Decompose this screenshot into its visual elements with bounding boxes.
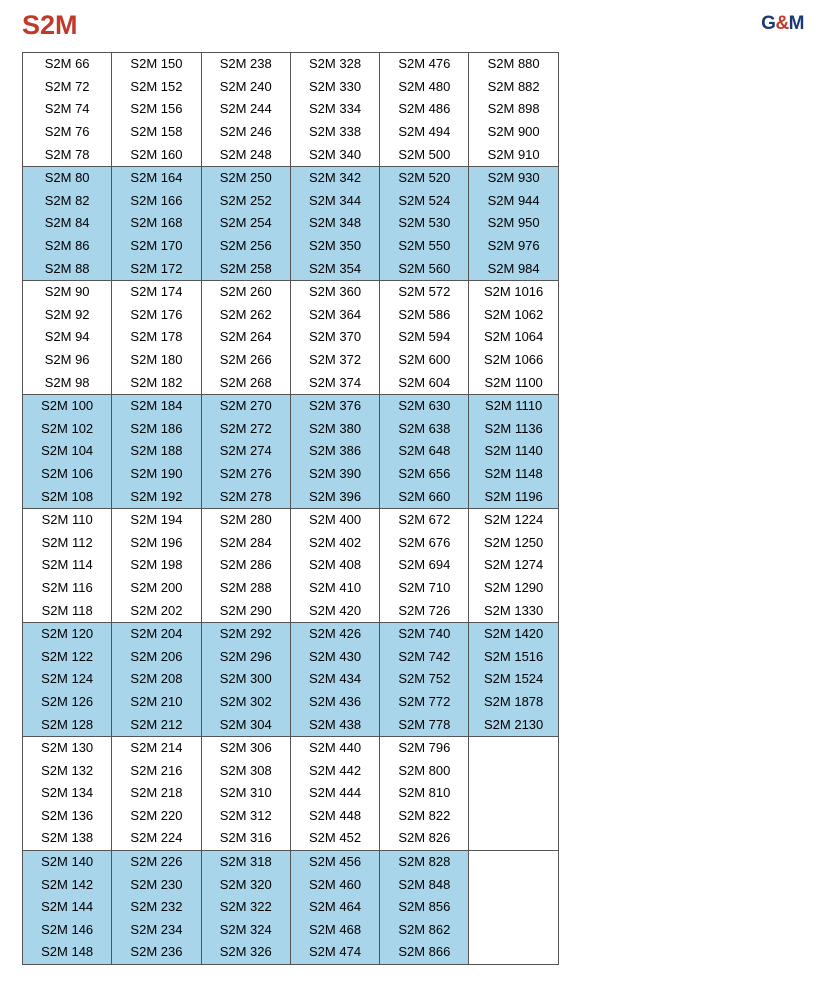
part-number-cell: S2M 76: [23, 121, 112, 144]
logo-ampersand: &: [775, 13, 789, 34]
part-number-cell: S2M 676: [380, 531, 469, 554]
part-number-cell: S2M 1066: [469, 349, 558, 372]
empty-cell: [469, 941, 558, 964]
part-number-cell: S2M 306: [201, 736, 290, 759]
part-number-cell: S2M 360: [290, 280, 379, 303]
table-row: [23, 782, 559, 805]
part-number-cell: S2M 1420: [469, 622, 558, 645]
part-number-cell: S2M 318: [201, 850, 290, 873]
part-number-cell: S2M 260: [201, 280, 290, 303]
empty-cell: [469, 805, 558, 828]
part-number-cell: S2M 772: [380, 691, 469, 714]
empty-cell: [469, 759, 558, 782]
part-number-cell: S2M 296: [201, 645, 290, 668]
part-number-cell: S2M 338: [290, 121, 379, 144]
empty-cell: [469, 919, 558, 942]
part-number-cell: S2M 84: [23, 212, 112, 235]
part-number-cell: S2M 1100: [469, 371, 558, 394]
part-number-cell: S2M 96: [23, 349, 112, 372]
part-number-cell: S2M 882: [469, 76, 558, 99]
part-number-cell: S2M 456: [290, 850, 379, 873]
part-number-cell: S2M 604: [380, 371, 469, 394]
part-number-cell: S2M 180: [112, 349, 201, 372]
table-row: [23, 485, 559, 508]
part-number-cell: S2M 244: [201, 98, 290, 121]
part-number-cell: S2M 400: [290, 508, 379, 531]
part-number-cell: S2M 930: [469, 166, 558, 189]
part-number-cell: S2M 364: [290, 304, 379, 327]
part-number-cell: S2M 86: [23, 235, 112, 258]
part-number-cell: S2M 78: [23, 143, 112, 166]
part-number-cell: S2M 216: [112, 759, 201, 782]
part-number-cell: S2M 128: [23, 713, 112, 736]
page-title: S2M: [22, 9, 78, 40]
part-number-cell: S2M 226: [112, 850, 201, 873]
document-header: [0, 0, 826, 44]
part-number-cell: S2M 232: [112, 896, 201, 919]
part-number-cell: S2M 208: [112, 668, 201, 691]
part-number-cell: S2M 330: [290, 76, 379, 99]
part-number-cell: S2M 256: [201, 235, 290, 258]
part-number-cell: S2M 326: [201, 941, 290, 964]
part-number-cell: S2M 342: [290, 166, 379, 189]
part-number-cell: S2M 474: [290, 941, 379, 964]
table-row: [23, 736, 559, 759]
table-row: [23, 805, 559, 828]
part-number-cell: S2M 110: [23, 508, 112, 531]
part-number-cell: S2M 280: [201, 508, 290, 531]
part-number-cell: S2M 152: [112, 76, 201, 99]
part-number-cell: S2M 520: [380, 166, 469, 189]
part-number-cell: S2M 188: [112, 440, 201, 463]
part-number-cell: S2M 200: [112, 577, 201, 600]
part-number-cell: S2M 486: [380, 98, 469, 121]
part-number-cell: S2M 302: [201, 691, 290, 714]
part-number-cell: S2M 132: [23, 759, 112, 782]
part-number-cell: S2M 950: [469, 212, 558, 235]
part-number-cell: S2M 1516: [469, 645, 558, 668]
part-number-cell: S2M 292: [201, 622, 290, 645]
part-number-cell: S2M 1524: [469, 668, 558, 691]
table-row: [23, 440, 559, 463]
table-row: [23, 304, 559, 327]
part-number-cell: S2M 1196: [469, 485, 558, 508]
part-number-cell: S2M 258: [201, 257, 290, 280]
empty-cell: [469, 873, 558, 896]
part-number-cell: S2M 74: [23, 98, 112, 121]
part-number-cell: S2M 350: [290, 235, 379, 258]
part-number-cell: S2M 726: [380, 599, 469, 622]
part-number-cell: S2M 182: [112, 371, 201, 394]
part-number-cell: S2M 170: [112, 235, 201, 258]
part-number-cell: S2M 98: [23, 371, 112, 394]
table-row: [23, 919, 559, 942]
part-number-cell: S2M 638: [380, 418, 469, 441]
table-row: [23, 212, 559, 235]
part-number-cell: S2M 146: [23, 919, 112, 942]
part-number-cell: S2M 100: [23, 394, 112, 417]
part-number-cell: S2M 372: [290, 349, 379, 372]
part-number-cell: S2M 586: [380, 304, 469, 327]
part-number-cell: S2M 402: [290, 531, 379, 554]
part-number-cell: S2M 910: [469, 143, 558, 166]
part-number-cell: S2M 648: [380, 440, 469, 463]
part-number-cell: S2M 112: [23, 531, 112, 554]
part-number-cell: S2M 126: [23, 691, 112, 714]
part-number-cell: S2M 194: [112, 508, 201, 531]
part-number-cell: S2M 148: [23, 941, 112, 964]
part-number-cell: S2M 444: [290, 782, 379, 805]
part-number-cell: S2M 144: [23, 896, 112, 919]
part-number-cell: S2M 136: [23, 805, 112, 828]
part-number-cell: S2M 354: [290, 257, 379, 280]
part-number-cell: S2M 252: [201, 190, 290, 213]
part-number-cell: S2M 178: [112, 326, 201, 349]
part-number-cell: S2M 304: [201, 713, 290, 736]
part-number-cell: S2M 344: [290, 190, 379, 213]
part-number-cell: S2M 236: [112, 941, 201, 964]
part-number-cell: S2M 434: [290, 668, 379, 691]
part-number-cell: S2M 120: [23, 622, 112, 645]
table-row: [23, 622, 559, 645]
part-number-cell: S2M 710: [380, 577, 469, 600]
part-number-cell: S2M 224: [112, 827, 201, 850]
part-number-cell: S2M 2130: [469, 713, 558, 736]
part-number-cell: S2M 340: [290, 143, 379, 166]
part-number-cell: S2M 1290: [469, 577, 558, 600]
table-row: [23, 873, 559, 896]
table-row: [23, 896, 559, 919]
part-number-cell: S2M 848: [380, 873, 469, 896]
part-number-cell: S2M 262: [201, 304, 290, 327]
part-number-cell: S2M 156: [112, 98, 201, 121]
part-number-cell: S2M 322: [201, 896, 290, 919]
table-row: [23, 827, 559, 850]
part-number-cell: S2M 94: [23, 326, 112, 349]
part-number-cell: S2M 240: [201, 76, 290, 99]
part-number-cell: S2M 312: [201, 805, 290, 828]
part-number-cell: S2M 172: [112, 257, 201, 280]
part-number-cell: S2M 862: [380, 919, 469, 942]
part-number-cell: S2M 160: [112, 143, 201, 166]
part-number-cell: S2M 900: [469, 121, 558, 144]
part-number-cell: S2M 248: [201, 143, 290, 166]
part-number-table-container: [22, 52, 552, 965]
part-number-cell: S2M 202: [112, 599, 201, 622]
part-number-cell: S2M 230: [112, 873, 201, 896]
part-number-cell: S2M 166: [112, 190, 201, 213]
part-number-cell: S2M 266: [201, 349, 290, 372]
part-number-cell: S2M 826: [380, 827, 469, 850]
part-number-cell: S2M 410: [290, 577, 379, 600]
part-number-cell: S2M 276: [201, 463, 290, 486]
table-row: [23, 349, 559, 372]
part-number-cell: S2M 300: [201, 668, 290, 691]
part-number-cell: S2M 396: [290, 485, 379, 508]
company-logo: [761, 13, 804, 35]
part-number-cell: S2M 1016: [469, 280, 558, 303]
part-number-cell: S2M 206: [112, 645, 201, 668]
part-number-cell: S2M 1064: [469, 326, 558, 349]
table-row: [23, 98, 559, 121]
part-number-cell: S2M 274: [201, 440, 290, 463]
part-number-cell: S2M 420: [290, 599, 379, 622]
part-number-cell: S2M 116: [23, 577, 112, 600]
part-number-cell: S2M 196: [112, 531, 201, 554]
part-number-cell: S2M 480: [380, 76, 469, 99]
part-number-cell: S2M 660: [380, 485, 469, 508]
part-number-cell: S2M 90: [23, 280, 112, 303]
part-number-cell: S2M 866: [380, 941, 469, 964]
part-number-cell: S2M 1148: [469, 463, 558, 486]
part-number-cell: S2M 1330: [469, 599, 558, 622]
part-number-cell: S2M 214: [112, 736, 201, 759]
table-row: [23, 599, 559, 622]
part-number-cell: S2M 192: [112, 485, 201, 508]
part-number-cell: S2M 778: [380, 713, 469, 736]
part-number-cell: S2M 316: [201, 827, 290, 850]
part-number-cell: S2M 72: [23, 76, 112, 99]
table-row: [23, 668, 559, 691]
table-row: [23, 577, 559, 600]
part-number-cell: S2M 66: [23, 53, 112, 76]
table-row: [23, 850, 559, 873]
part-number-cell: S2M 118: [23, 599, 112, 622]
part-number-cell: S2M 800: [380, 759, 469, 782]
part-number-cell: S2M 82: [23, 190, 112, 213]
part-number-cell: S2M 290: [201, 599, 290, 622]
part-number-cell: S2M 310: [201, 782, 290, 805]
part-number-cell: S2M 268: [201, 371, 290, 394]
part-number-cell: S2M 138: [23, 827, 112, 850]
part-number-cell: S2M 284: [201, 531, 290, 554]
part-number-cell: S2M 114: [23, 554, 112, 577]
part-number-cell: S2M 430: [290, 645, 379, 668]
part-number-cell: S2M 1274: [469, 554, 558, 577]
part-number-cell: S2M 468: [290, 919, 379, 942]
part-number-cell: S2M 426: [290, 622, 379, 645]
part-number-cell: S2M 288: [201, 577, 290, 600]
part-number-cell: S2M 204: [112, 622, 201, 645]
part-number-cell: S2M 694: [380, 554, 469, 577]
part-number-cell: S2M 494: [380, 121, 469, 144]
part-number-cell: S2M 198: [112, 554, 201, 577]
part-number-cell: S2M 796: [380, 736, 469, 759]
part-number-cell: S2M 438: [290, 713, 379, 736]
part-number-cell: S2M 278: [201, 485, 290, 508]
table-row: [23, 190, 559, 213]
part-number-cell: S2M 594: [380, 326, 469, 349]
part-number-cell: S2M 140: [23, 850, 112, 873]
part-number-cell: S2M 828: [380, 850, 469, 873]
table-row: [23, 713, 559, 736]
part-number-cell: S2M 106: [23, 463, 112, 486]
table-row: [23, 508, 559, 531]
table-row: [23, 463, 559, 486]
part-number-cell: S2M 376: [290, 394, 379, 417]
part-number-cell: S2M 380: [290, 418, 379, 441]
part-number-cell: S2M 348: [290, 212, 379, 235]
table-row: [23, 691, 559, 714]
part-number-cell: S2M 1062: [469, 304, 558, 327]
part-number-cell: S2M 254: [201, 212, 290, 235]
logo-letter-g: G: [761, 13, 776, 34]
part-number-cell: S2M 150: [112, 53, 201, 76]
part-number-cell: S2M 898: [469, 98, 558, 121]
part-number-cell: S2M 80: [23, 166, 112, 189]
part-number-cell: S2M 572: [380, 280, 469, 303]
part-number-cell: S2M 440: [290, 736, 379, 759]
table-row: [23, 371, 559, 394]
part-number-cell: S2M 92: [23, 304, 112, 327]
part-number-cell: S2M 560: [380, 257, 469, 280]
part-number-cell: S2M 672: [380, 508, 469, 531]
part-number-cell: S2M 476: [380, 53, 469, 76]
part-number-cell: S2M 234: [112, 919, 201, 942]
part-number-cell: S2M 442: [290, 759, 379, 782]
part-number-cell: S2M 88: [23, 257, 112, 280]
part-number-cell: S2M 408: [290, 554, 379, 577]
part-number-cell: S2M 600: [380, 349, 469, 372]
table-row: [23, 418, 559, 441]
part-number-cell: S2M 184: [112, 394, 201, 417]
part-number-cell: S2M 250: [201, 166, 290, 189]
part-number-cell: S2M 168: [112, 212, 201, 235]
table-row: [23, 280, 559, 303]
part-number-cell: S2M 190: [112, 463, 201, 486]
table-row: [23, 759, 559, 782]
table-row: [23, 394, 559, 417]
part-number-cell: S2M 984: [469, 257, 558, 280]
part-number-cell: S2M 218: [112, 782, 201, 805]
part-number-cell: S2M 134: [23, 782, 112, 805]
part-number-cell: S2M 108: [23, 485, 112, 508]
part-number-cell: S2M 976: [469, 235, 558, 258]
part-number-cell: S2M 102: [23, 418, 112, 441]
part-number-cell: S2M 186: [112, 418, 201, 441]
part-number-cell: S2M 174: [112, 280, 201, 303]
table-row: [23, 645, 559, 668]
part-number-cell: S2M 320: [201, 873, 290, 896]
part-number-cell: S2M 220: [112, 805, 201, 828]
part-number-cell: S2M 1110: [469, 394, 558, 417]
part-number-cell: S2M 334: [290, 98, 379, 121]
part-number-cell: S2M 142: [23, 873, 112, 896]
part-number-cell: S2M 500: [380, 143, 469, 166]
part-number-cell: S2M 752: [380, 668, 469, 691]
part-number-cell: S2M 212: [112, 713, 201, 736]
table-row: [23, 166, 559, 189]
part-number-cell: S2M 370: [290, 326, 379, 349]
part-number-cell: S2M 740: [380, 622, 469, 645]
part-number-cell: S2M 130: [23, 736, 112, 759]
part-number-cell: S2M 880: [469, 53, 558, 76]
part-number-cell: S2M 1140: [469, 440, 558, 463]
table-row: [23, 121, 559, 144]
part-number-cell: S2M 270: [201, 394, 290, 417]
part-number-cell: S2M 390: [290, 463, 379, 486]
part-number-cell: S2M 460: [290, 873, 379, 896]
empty-cell: [469, 896, 558, 919]
part-number-cell: S2M 324: [201, 919, 290, 942]
part-number-cell: S2M 1250: [469, 531, 558, 554]
table-row: [23, 76, 559, 99]
part-number-cell: S2M 630: [380, 394, 469, 417]
part-number-cell: S2M 464: [290, 896, 379, 919]
empty-cell: [469, 850, 558, 873]
part-number-cell: S2M 104: [23, 440, 112, 463]
part-number-cell: S2M 272: [201, 418, 290, 441]
part-number-cell: S2M 246: [201, 121, 290, 144]
empty-cell: [469, 782, 558, 805]
part-number-cell: S2M 1878: [469, 691, 558, 714]
part-number-cell: S2M 452: [290, 827, 379, 850]
part-number-cell: S2M 386: [290, 440, 379, 463]
part-number-cell: S2M 164: [112, 166, 201, 189]
table-row: [23, 326, 559, 349]
table-row: [23, 941, 559, 964]
table-row: [23, 53, 559, 76]
table-row: [23, 235, 559, 258]
part-number-cell: S2M 264: [201, 326, 290, 349]
logo-letter-m: M: [788, 13, 804, 34]
table-row: [23, 143, 559, 166]
part-number-cell: S2M 436: [290, 691, 379, 714]
part-number-cell: S2M 448: [290, 805, 379, 828]
part-number-cell: S2M 286: [201, 554, 290, 577]
table-row: [23, 554, 559, 577]
part-number-cell: S2M 374: [290, 371, 379, 394]
part-number-table: [22, 52, 559, 965]
part-number-cell: S2M 158: [112, 121, 201, 144]
part-number-cell: S2M 238: [201, 53, 290, 76]
part-number-cell: S2M 122: [23, 645, 112, 668]
part-number-cell: S2M 1224: [469, 508, 558, 531]
empty-cell: [469, 827, 558, 850]
table-row: [23, 531, 559, 554]
part-number-cell: S2M 308: [201, 759, 290, 782]
part-number-cell: S2M 822: [380, 805, 469, 828]
part-number-cell: S2M 944: [469, 190, 558, 213]
part-number-cell: S2M 176: [112, 304, 201, 327]
part-number-cell: S2M 524: [380, 190, 469, 213]
part-number-cell: S2M 810: [380, 782, 469, 805]
part-number-cell: S2M 530: [380, 212, 469, 235]
part-number-cell: S2M 856: [380, 896, 469, 919]
part-number-cell: S2M 742: [380, 645, 469, 668]
part-number-cell: S2M 124: [23, 668, 112, 691]
part-number-cell: S2M 550: [380, 235, 469, 258]
part-number-cell: S2M 328: [290, 53, 379, 76]
part-number-cell: S2M 1136: [469, 418, 558, 441]
empty-cell: [469, 736, 558, 759]
table-row: [23, 257, 559, 280]
part-number-cell: S2M 656: [380, 463, 469, 486]
part-number-cell: S2M 210: [112, 691, 201, 714]
